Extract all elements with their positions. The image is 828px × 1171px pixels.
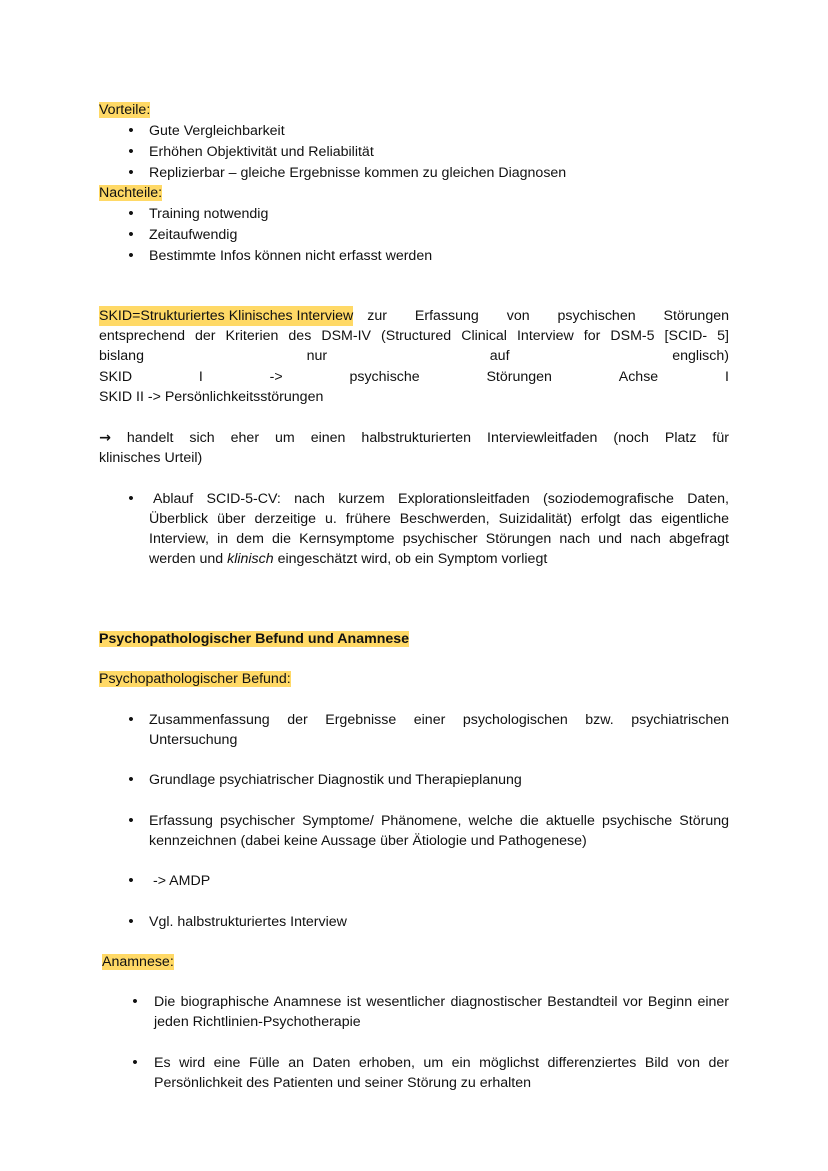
section-title: Psychopathologischer Befund und Anamnese (99, 631, 410, 647)
bullet-icon (125, 1053, 145, 1073)
ablauf-text: Ablauf SCID-5-CV: nach kurzem Explorationsleitfaden (soziodemografische Daten, Überblick über derzeitige u. frühere Beschwerden, Suizidalität) erfolgt das eigentliche Interview, in dem die Kernsymptome psychischer Störungen nach und nach abgefragt werden und klinisch eingeschätzt wird, ob ein Symptom vorliegt (149, 491, 729, 567)
bullet-icon (121, 871, 141, 891)
skid-line-1: SKID=Strukturiertes Klinisches Interview zur Erfassung von psychischen Störungen (99, 308, 729, 324)
bullet-icon (121, 204, 141, 224)
skid-line-4: SKID I -> psychische Störungen Achse I (99, 369, 729, 385)
bullet-icon (121, 121, 141, 141)
arrow-line-1: → handelt sich eher um einen halbstrukturierten Interviewleitfaden (noch Platz für (99, 430, 729, 446)
list-item: • Bestimmte Infos können nicht erfasst werden (121, 246, 731, 266)
list-item: • Replizierbar – gleiche Ergebnisse kommen zu gleichen Diagnosen (121, 163, 731, 183)
list-item: • Erhöhen Objektivität und Reliabilität (121, 142, 731, 162)
anamnese-heading: Anamnese: (102, 954, 174, 970)
skid-line-3: bislang nur auf englisch) (99, 348, 729, 364)
befund-heading: Psychopathologischer Befund: (99, 671, 291, 687)
bullet-icon (121, 225, 141, 245)
nachteile-heading: Nachteile: (99, 185, 163, 201)
list-item: • Erfassung psychischer Symptome/ Phänomene, welche die aktuelle psychische Störung kennzeichnen (dabei keine Aussage über Ätiologie und Pathogenese) (121, 811, 729, 851)
bullet-icon (121, 770, 141, 790)
bullet-icon (121, 811, 141, 831)
bullet-icon (121, 163, 141, 183)
list-item: • Grundlage psychiatrischer Diagnostik und Therapieplanung (121, 770, 729, 790)
list-item: • Die biographische Anamnese ist wesentlicher diagnostischer Bestandteil vor Beginn einer jeden Richtlinien-Psychotherapie (125, 992, 729, 1032)
vorteile-heading: Vorteile: (99, 102, 151, 118)
list-item: • Vgl. halbstrukturiertes Interview (121, 912, 729, 932)
bullet-icon (121, 489, 141, 509)
list-item: • Es wird eine Fülle an Daten erhoben, um ein möglichst differenziertes Bild von der Persönlichkeit des Patienten und seiner Störung zu erhalten (125, 1053, 729, 1093)
skid-line-2: entsprechend der Kriterien des DSM-IV (Structured Clinical Interview for DSM-5 [SCID- 5] (99, 328, 729, 344)
list-item: • Zusammenfassung der Ergebnisse einer psychologischen bzw. psychiatrischen Untersuchung (121, 710, 729, 750)
list-item: • Zeitaufwendig (121, 225, 731, 245)
bullet-icon (125, 992, 145, 1012)
list-item: • Gute Vergleichbarkeit (121, 121, 731, 141)
arrow-line-2: klinisches Urteil) (99, 450, 203, 466)
bullet-icon (121, 246, 141, 266)
list-item: • -> AMDP (121, 871, 729, 891)
skid-line-5: SKID II -> Persönlichkeitsstörungen (99, 389, 324, 405)
list-item: • Training notwendig (121, 204, 731, 224)
bullet-icon (121, 142, 141, 162)
list-item (121, 489, 729, 569)
bullet-icon (121, 912, 141, 932)
arrow-right-icon: → (99, 430, 111, 446)
bullet-icon (121, 710, 141, 730)
